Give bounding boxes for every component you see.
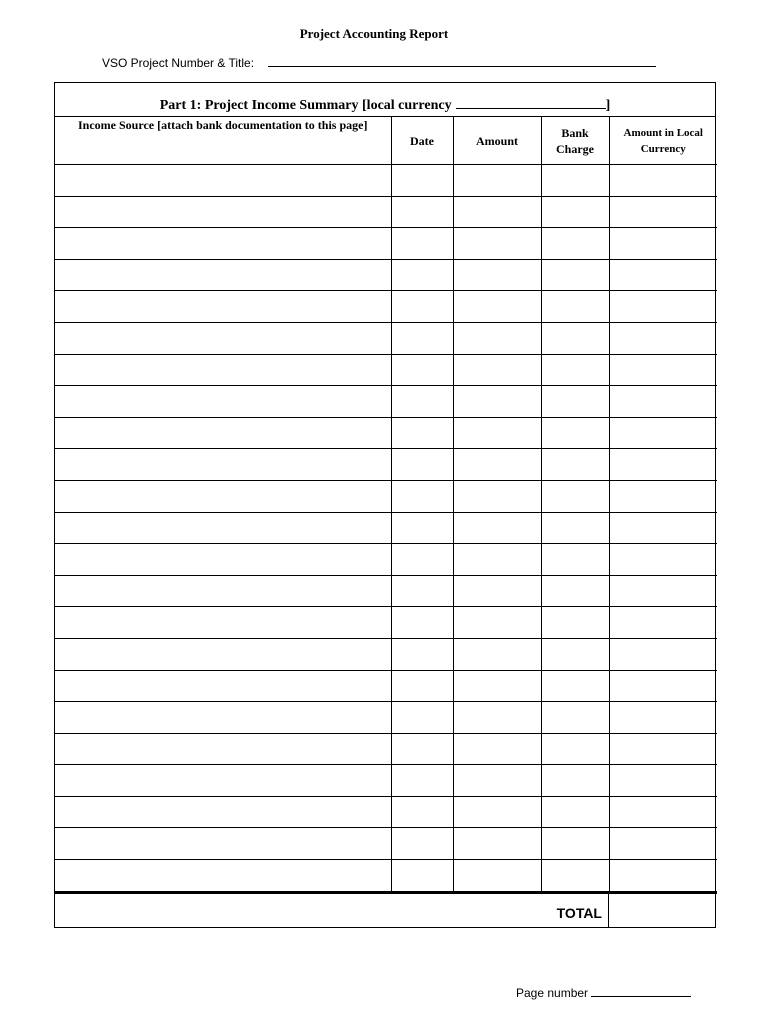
cell-date[interactable] xyxy=(391,291,453,323)
total-label: TOTAL xyxy=(556,904,602,921)
cell-amount[interactable] xyxy=(453,480,541,512)
col-bank-charge: Bank Charge xyxy=(541,117,609,165)
cell-amount-local-currency[interactable] xyxy=(609,544,717,576)
table-row xyxy=(55,228,717,260)
income-table xyxy=(55,117,717,894)
cell-bank-charge[interactable] xyxy=(541,828,609,860)
cell-amount[interactable] xyxy=(453,796,541,828)
cell-income-source[interactable] xyxy=(55,796,391,828)
cell-amount[interactable] xyxy=(453,228,541,260)
cell-amount-local-currency[interactable] xyxy=(609,259,717,291)
cell-income-source[interactable] xyxy=(55,765,391,797)
cell-amount[interactable] xyxy=(453,165,541,197)
cell-amount[interactable] xyxy=(453,765,541,797)
cell-bank-charge[interactable] xyxy=(541,860,609,893)
cell-income-source[interactable] xyxy=(55,480,391,512)
cell-income-source[interactable] xyxy=(55,322,391,354)
cell-bank-charge[interactable] xyxy=(541,544,609,576)
cell-amount[interactable] xyxy=(453,575,541,607)
cell-income-source[interactable] xyxy=(55,544,391,576)
cell-date[interactable] xyxy=(391,765,453,797)
cell-amount-local-currency[interactable] xyxy=(609,354,717,386)
cell-amount-local-currency[interactable] xyxy=(609,828,717,860)
cell-amount-local-currency[interactable] xyxy=(609,165,717,197)
cell-income-source[interactable] xyxy=(55,196,391,228)
cell-income-source[interactable] xyxy=(55,354,391,386)
cell-income-source[interactable] xyxy=(55,417,391,449)
cell-bank-charge[interactable] xyxy=(541,575,609,607)
cell-income-source[interactable] xyxy=(55,165,391,197)
cell-bank-charge[interactable] xyxy=(541,259,609,291)
table-row xyxy=(55,480,717,512)
table-row xyxy=(55,259,717,291)
cell-bank-charge[interactable] xyxy=(541,607,609,639)
cell-amount[interactable] xyxy=(453,860,541,893)
cell-income-source[interactable] xyxy=(55,291,391,323)
table-row xyxy=(55,702,717,734)
table-row xyxy=(55,828,717,860)
cell-income-source[interactable] xyxy=(55,607,391,639)
table-row xyxy=(55,607,717,639)
cell-date[interactable] xyxy=(391,607,453,639)
local-currency-blank[interactable] xyxy=(456,97,606,109)
cell-amount[interactable] xyxy=(453,322,541,354)
col-date: Date xyxy=(391,117,453,165)
cell-amount-local-currency[interactable] xyxy=(609,228,717,260)
cell-bank-charge[interactable] xyxy=(541,480,609,512)
cell-date[interactable] xyxy=(391,259,453,291)
cell-date[interactable] xyxy=(391,322,453,354)
table-row xyxy=(55,796,717,828)
cell-date[interactable] xyxy=(391,796,453,828)
cell-income-source[interactable] xyxy=(55,512,391,544)
table-row xyxy=(55,765,717,797)
cell-income-source[interactable] xyxy=(55,670,391,702)
cell-amount[interactable] xyxy=(453,638,541,670)
cell-bank-charge[interactable] xyxy=(541,702,609,734)
cell-amount[interactable] xyxy=(453,512,541,544)
cell-amount[interactable] xyxy=(453,449,541,481)
cell-bank-charge[interactable] xyxy=(541,165,609,197)
cell-amount-local-currency[interactable] xyxy=(609,512,717,544)
cell-bank-charge[interactable] xyxy=(541,670,609,702)
cell-bank-charge[interactable] xyxy=(541,449,609,481)
cell-amount-local-currency[interactable] xyxy=(609,449,717,481)
part1-header xyxy=(55,83,715,117)
cell-date[interactable] xyxy=(391,354,453,386)
total-cell[interactable] xyxy=(608,894,715,927)
project-number-label: VSO Project Number & Title: xyxy=(102,56,255,70)
cell-amount[interactable] xyxy=(453,196,541,228)
cell-amount[interactable] xyxy=(453,386,541,418)
cell-bank-charge[interactable] xyxy=(541,196,609,228)
cell-bank-charge[interactable] xyxy=(541,765,609,797)
cell-bank-charge[interactable] xyxy=(541,417,609,449)
cell-date[interactable] xyxy=(391,733,453,765)
cell-date[interactable] xyxy=(391,386,453,418)
table-row xyxy=(55,417,717,449)
cell-date[interactable] xyxy=(391,638,453,670)
table-row xyxy=(55,386,717,418)
cell-amount-local-currency[interactable] xyxy=(609,607,717,639)
page-number-blank[interactable] xyxy=(591,985,691,997)
table-row xyxy=(55,512,717,544)
cell-income-source[interactable] xyxy=(55,575,391,607)
cell-bank-charge[interactable] xyxy=(541,733,609,765)
cell-bank-charge[interactable] xyxy=(541,386,609,418)
cell-income-source[interactable] xyxy=(55,259,391,291)
cell-bank-charge[interactable] xyxy=(541,322,609,354)
cell-bank-charge[interactable] xyxy=(541,796,609,828)
table-row xyxy=(55,544,717,576)
cell-date[interactable] xyxy=(391,196,453,228)
cell-amount-local-currency[interactable] xyxy=(609,765,717,797)
cell-amount[interactable] xyxy=(453,291,541,323)
cell-income-source[interactable] xyxy=(55,386,391,418)
cell-amount[interactable] xyxy=(453,259,541,291)
cell-amount-local-currency[interactable] xyxy=(609,638,717,670)
cell-amount[interactable] xyxy=(453,544,541,576)
cell-amount-local-currency[interactable] xyxy=(609,291,717,323)
table-row xyxy=(55,322,717,354)
page-number-line xyxy=(516,985,691,1000)
cell-amount-local-currency[interactable] xyxy=(609,670,717,702)
page-number-label: Page number xyxy=(516,986,589,1000)
cell-amount-local-currency[interactable] xyxy=(609,860,717,893)
cell-income-source[interactable] xyxy=(55,638,391,670)
table-row xyxy=(55,638,717,670)
cell-amount[interactable] xyxy=(453,670,541,702)
cell-amount-local-currency[interactable] xyxy=(609,702,717,734)
cell-income-source[interactable] xyxy=(55,733,391,765)
cell-income-source[interactable] xyxy=(55,449,391,481)
cell-date[interactable] xyxy=(391,165,453,197)
cell-amount-local-currency[interactable] xyxy=(609,386,717,418)
cell-amount[interactable] xyxy=(453,828,541,860)
cell-amount-local-currency[interactable] xyxy=(609,575,717,607)
table-row xyxy=(55,733,717,765)
cell-income-source[interactable] xyxy=(55,702,391,734)
cell-date[interactable] xyxy=(391,670,453,702)
cell-bank-charge[interactable] xyxy=(541,638,609,670)
table-row xyxy=(55,354,717,386)
report-title: Project Accounting Report xyxy=(299,26,449,41)
cell-date[interactable] xyxy=(391,828,453,860)
cell-amount[interactable] xyxy=(453,733,541,765)
total-row xyxy=(55,894,715,927)
cell-bank-charge[interactable] xyxy=(541,291,609,323)
cell-amount-local-currency[interactable] xyxy=(609,322,717,354)
part1-header-text: Part 1: Project Income Summary [local currency xyxy=(159,98,452,113)
col-amount: Amount xyxy=(453,117,541,165)
cell-amount-local-currency[interactable] xyxy=(609,733,717,765)
table-row xyxy=(55,860,717,893)
income-summary-form xyxy=(54,82,716,928)
table-row xyxy=(55,449,717,481)
cell-amount-local-currency[interactable] xyxy=(609,196,717,228)
cell-amount[interactable] xyxy=(453,702,541,734)
table-row xyxy=(55,291,717,323)
cell-amount-local-currency[interactable] xyxy=(609,480,717,512)
cell-income-source[interactable] xyxy=(55,860,391,893)
cell-date[interactable] xyxy=(391,860,453,893)
cell-amount[interactable] xyxy=(453,607,541,639)
cell-amount-local-currency[interactable] xyxy=(609,796,717,828)
cell-amount[interactable] xyxy=(453,417,541,449)
part1-header-close: ] xyxy=(605,98,611,113)
cell-amount-local-currency[interactable] xyxy=(609,417,717,449)
cell-date[interactable] xyxy=(391,512,453,544)
cell-bank-charge[interactable] xyxy=(541,354,609,386)
cell-bank-charge[interactable] xyxy=(541,512,609,544)
income-rows xyxy=(55,165,717,893)
cell-date[interactable] xyxy=(391,449,453,481)
cell-date[interactable] xyxy=(391,544,453,576)
table-row xyxy=(55,670,717,702)
col-income-source: Income Source [attach bank documentation to this page] xyxy=(55,117,391,165)
project-number-blank[interactable] xyxy=(268,55,656,67)
project-number-line xyxy=(102,55,656,70)
table-row xyxy=(55,575,717,607)
cell-bank-charge[interactable] xyxy=(541,228,609,260)
cell-date[interactable] xyxy=(391,228,453,260)
table-row xyxy=(55,165,717,197)
col-amount-local-currency: Amount in Local Currency xyxy=(609,117,717,165)
cell-date[interactable] xyxy=(391,480,453,512)
cell-date[interactable] xyxy=(391,417,453,449)
cell-income-source[interactable] xyxy=(55,828,391,860)
table-header-row xyxy=(55,117,717,165)
cell-income-source[interactable] xyxy=(55,228,391,260)
cell-date[interactable] xyxy=(391,702,453,734)
table-row xyxy=(55,196,717,228)
cell-amount[interactable] xyxy=(453,354,541,386)
cell-date[interactable] xyxy=(391,575,453,607)
